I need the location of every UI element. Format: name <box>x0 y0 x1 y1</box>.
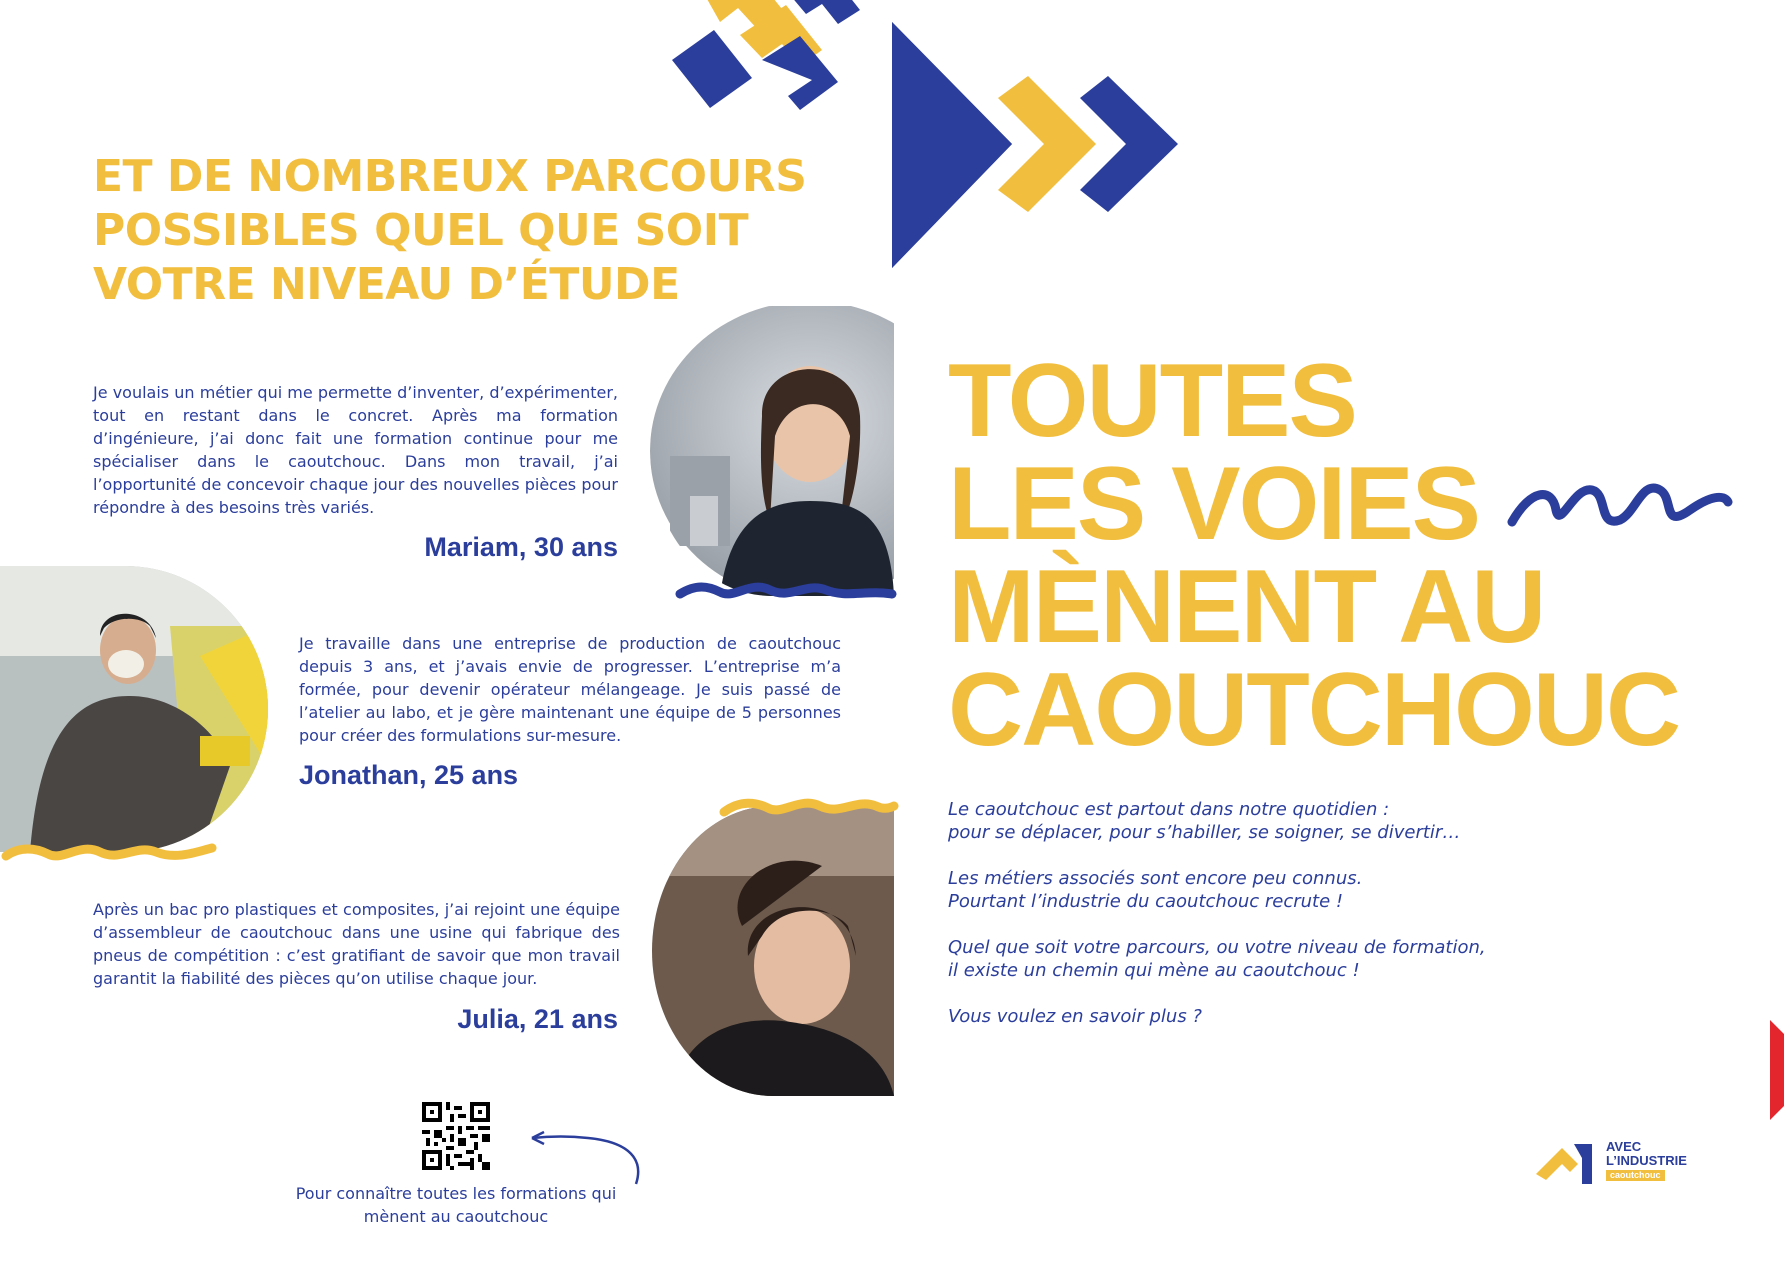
chevron-pattern-icon <box>672 0 892 110</box>
testimonial-jonathan-text: Je travaille dans une entreprise de production de caoutchouc depuis 3 ans, et j’avais envie de progresser. L’entreprise m’a formée, pour devenir opérateur mélangeage. Je suis passé de l’atelier au labo, et je gère maintenant une équipe de 5 personnes pour créer des formulations sur-mesure. <box>299 634 841 745</box>
red-edge-shape <box>1770 1020 1784 1120</box>
main-title-line-4: CAOUTCHOUC <box>948 652 1680 768</box>
intro-paragraph-2 <box>948 867 1568 913</box>
testimonial-jonathan-name: Jonathan, 25 ans <box>299 760 519 790</box>
arrow-chevrons-icon <box>892 22 1178 268</box>
qr-caption: Pour connaître toutes les formations qui mènent au caoutchouc <box>295 1184 617 1226</box>
section-heading: ET DE NOMBREUX PARCOURS POSSIBLES QUEL QUE SOIT VOTRE NIVEAU D’ÉTUDE <box>93 151 807 310</box>
main-title <box>948 343 1748 768</box>
logo-line-2: L’INDUSTRIE <box>1606 1153 1687 1168</box>
logo-line-1: AVEC <box>1606 1139 1642 1154</box>
photo-julia <box>652 806 894 1096</box>
intro-text <box>948 798 1568 1051</box>
intro-paragraph-4 <box>948 1005 1568 1028</box>
intro-paragraph-3 <box>948 936 1568 982</box>
intro-line: il existe un chemin qui mène au caoutchouc ! <box>948 960 1360 981</box>
testimonial-julia-name: Julia, 21 ans <box>457 1004 618 1034</box>
intro-line: Quel que soit votre parcours, ou votre niveau de formation, <box>948 937 1486 958</box>
main-title-line-2: LES VOIES <box>948 446 1480 562</box>
curved-arrow-icon <box>532 1137 638 1185</box>
main-title-line-3: MÈNENT AU <box>948 549 1545 665</box>
intro-line: pour se déplacer, pour s’habiller, se soigner, se divertir… <box>948 822 1461 843</box>
testimonial-julia-text: Après un bac pro plastiques et composites, j’ai rejoint une équipe d’assembleur de caoutchouc dans une usine qui fabrique des pneus de compétition : c’est gratifiant de savoir que mon travail garantit la fiabilité des pièces qu’on utilise chaque jour. <box>93 900 620 988</box>
intro-line: Vous voulez en savoir plus ? <box>948 1006 1202 1027</box>
intro-paragraph-1 <box>948 798 1568 844</box>
intro-line: Pourtant l’industrie du caoutchouc recrute ! <box>948 891 1344 912</box>
logo-mark-icon <box>1534 1140 1596 1184</box>
logo-tag: caoutchouc <box>1606 1170 1665 1181</box>
testimonial-mariam-text: Je voulais un métier qui me permette d’inventer, d’expérimenter, tout en restant dans le concret. Après ma formation d’ingénieure, j’ai donc fait une formation continue pour me spécialiser dans le caoutchouc. Dans mon travail, j’ai l’opportunité de concevoir chaque jour des nouvelles pièces pour répondre à des besoins très variés. <box>93 383 618 517</box>
testimonial-mariam-name: Mariam, 30 ans <box>424 532 618 562</box>
intro-line: Les métiers associés sont encore peu connus. <box>948 868 1363 889</box>
brand-logo <box>1534 1140 1714 1184</box>
intro-line: Le caoutchouc est partout dans notre quotidien : <box>948 799 1390 820</box>
photo-mariam <box>650 306 894 596</box>
main-title-line-1: TOUTES <box>948 343 1356 459</box>
qr-code-icon[interactable] <box>422 1102 490 1170</box>
